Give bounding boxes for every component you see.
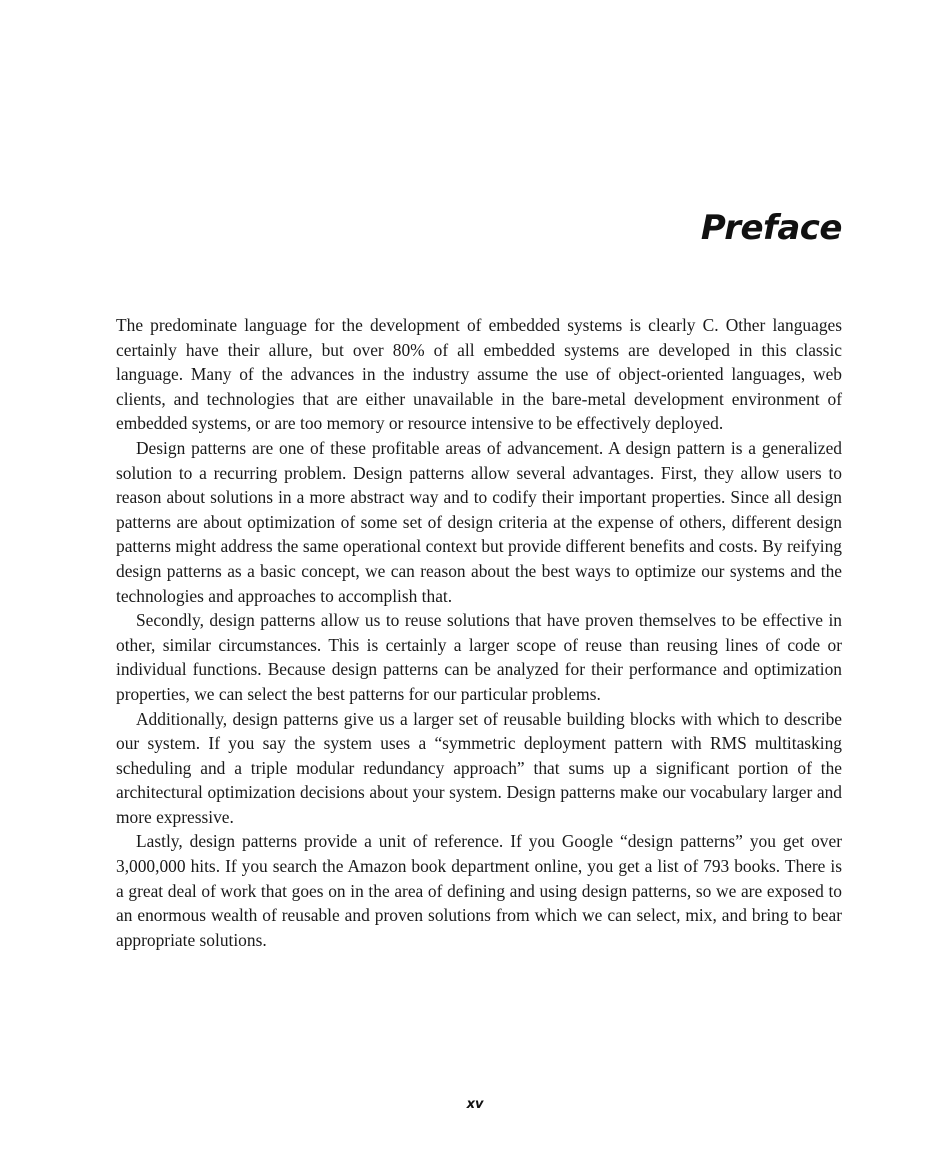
paragraph-reuse: Secondly, design patterns allow us to reuse solutions that have proven themselves to be effective in other, similar circumstances. This is certainly a larger scope of reuse than reusing lines of code or individual functions. Because design patterns can be analyzed for their performance and optimization properties, we can select the best patterns for our particular problems.: [116, 610, 842, 704]
preface-body: [116, 313, 842, 952]
paragraph-reference: Lastly, design patterns provide a unit of reference. If you Google “design patterns” you get over 3,000,000 hits. If you search the Amazon book department online, you get a list of 793 books. There is a great deal of work that goes on in the area of defining and using design patterns, so we are exposed to an enormous wealth of reusable and proven solutions from which we can select, mix, and bring to bear appropriate solutions.: [116, 831, 842, 950]
paragraph-intro: The predominate language for the development of embedded systems is clearly C. Other languages certainly have their allure, but over 80% of all embedded systems are developed in this classic language. Many of the advances in the industry assume the use of object-oriented languages, web clients, and technologies that are either unavailable in the bare-metal development environment of embedded systems, or are too memory or resource intensive to be effectively deployed.: [116, 315, 842, 434]
chapter-title: Preface: [700, 208, 842, 248]
paragraph-design-patterns: Design patterns are one of these profitable areas of advancement. A design pattern is a generalized solution to a recurring problem. Design patterns allow several advantages. First, they allow users to reason about solutions in a more abstract way and to codify their important properties. Since all design patterns are about optimization of some set of design criteria at the expense of others, different design patterns might address the same operational context but provide different benefits and costs. By reifying design patterns as a basic concept, we can reason about the best ways to optimize our systems and the technologies and approaches to accomplish that.: [116, 437, 842, 606]
paragraph-vocabulary: Additionally, design patterns give us a larger set of reusable building blocks with which to describe our system. If you say the system uses a “symmetric deployment pattern with RMS multitasking scheduling and a triple modular redundancy approach” that sums up a significant portion of the architectural optimization decisions about your system. Design patterns make our vocabulary larger and more expressive.: [116, 708, 842, 827]
page-number: xv: [466, 1097, 484, 1112]
